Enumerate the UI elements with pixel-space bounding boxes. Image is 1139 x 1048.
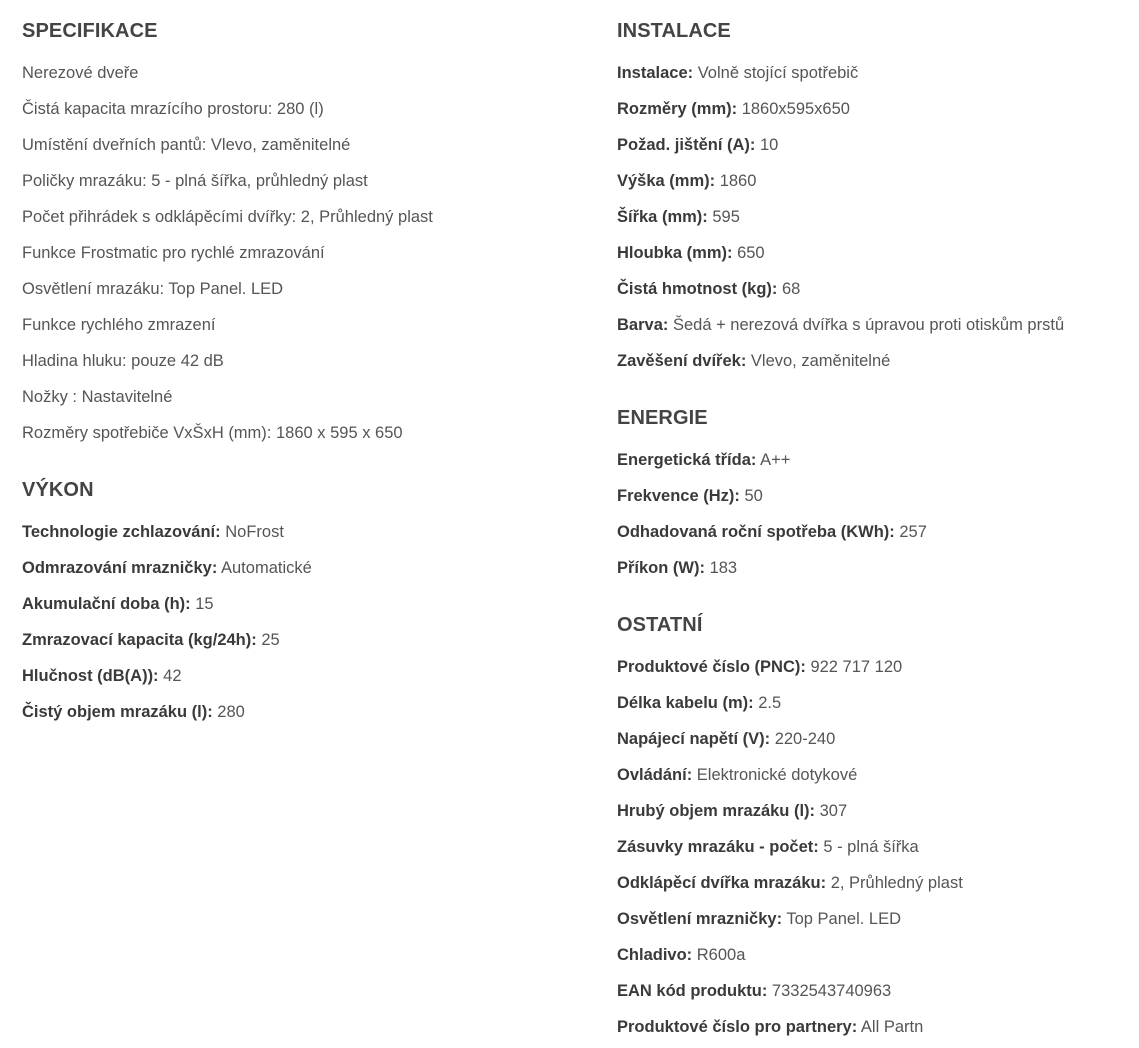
spec-item: Poličky mrazáku: 5 - plná šířka, průhledný plast [22, 172, 368, 190]
ostatni-item: Zásuvky mrazáku - počet: 5 - plná šířka [617, 838, 919, 856]
spec-item: Čistá kapacita mrazícího prostoru: 280 (l) [22, 100, 324, 118]
vykon-item: Čistý objem mrazáku (l): 280 [22, 703, 245, 721]
energie-item: Energetická třída: A++ [617, 451, 791, 469]
ostatni-item: Produktové číslo (PNC): 922 717 120 [617, 658, 903, 676]
vykon-item: Akumulační doba (h): 15 [22, 595, 214, 613]
ostatni-item: Odklápěcí dvířka mrazáku: 2, Průhledný plast [617, 874, 963, 892]
spec-item: Nožky : Nastavitelné [22, 388, 173, 406]
instalace-item: Výška (mm): 1860 [617, 172, 757, 190]
instalace-item: Zavěšení dvířek: Vlevo, zaměnitelné [617, 352, 891, 370]
ostatni-item: Délka kabelu (m): 2.5 [617, 694, 782, 712]
instalace-item: Hloubka (mm): 650 [617, 244, 765, 262]
instalace-item: Barva: Šedá + nerezová dvířka s úpravou proti otiskům prstů [617, 316, 1065, 334]
ostatni-list [617, 649, 963, 1045]
section-vykon [22, 475, 312, 730]
spec-item: Funkce rychlého zmrazení [22, 316, 216, 334]
instalace-item: Instalace: Volně stojící spotřebič [617, 64, 859, 82]
vykon-item: Hlučnost (dB(A)): 42 [22, 667, 182, 685]
vykon-item: Zmrazovací kapacita (kg/24h): 25 [22, 631, 280, 649]
energie-item: Frekvence (Hz): 50 [617, 487, 763, 505]
energie-item: Příkon (W): 183 [617, 559, 738, 577]
instalace-item: Rozměry (mm): 1860x595x650 [617, 100, 850, 118]
ostatni-item: Napájecí napětí (V): 220-240 [617, 730, 836, 748]
section-energie [617, 403, 927, 586]
vykon-item: Odmrazování mrazničky: Automatické [22, 559, 312, 577]
section-title-specifikace: SPECIFIKACE [22, 20, 158, 42]
section-title-vykon: VÝKON [22, 479, 94, 501]
section-instalace [617, 16, 1064, 379]
ostatni-item: Ovládání: Elektronické dotykové [617, 766, 858, 784]
spec-item: Nerezové dveře [22, 64, 139, 82]
ostatni-item: Osvětlení mrazničky: Top Panel. LED [617, 910, 902, 928]
vykon-item: Technologie zchlazování: NoFrost [22, 523, 284, 541]
spec-item: Hladina hluku: pouze 42 dB [22, 352, 224, 370]
section-title-ostatni: OSTATNÍ [617, 614, 703, 636]
specifikace-list [22, 55, 433, 451]
energie-list [617, 442, 927, 586]
spec-item: Osvětlení mrazáku: Top Panel. LED [22, 280, 284, 298]
instalace-item: Šířka (mm): 595 [617, 208, 740, 226]
section-title-energie: ENERGIE [617, 407, 708, 429]
section-specifikace [22, 16, 433, 451]
vykon-list [22, 514, 312, 730]
spec-item: Počet přihrádek s odklápěcími dvířky: 2, Průhledný plast [22, 208, 433, 226]
spec-item: Rozměry spotřebiče VxŠxH (mm): 1860 x 595 x 650 [22, 424, 403, 442]
instalace-list [617, 55, 1064, 379]
instalace-item: Požad. jištění (A): 10 [617, 136, 779, 154]
ostatni-item: EAN kód produktu: 7332543740963 [617, 982, 892, 1000]
spec-item: Umístění dveřních pantů: Vlevo, zaměnitelné [22, 136, 351, 154]
spec-item: Funkce Frostmatic pro rychlé zmrazování [22, 244, 325, 262]
instalace-item: Čistá hmotnost (kg): 68 [617, 280, 801, 298]
ostatni-item: Chladivo: R600a [617, 946, 746, 964]
ostatni-item: Produktové číslo pro partnery: All Partn [617, 1018, 924, 1036]
section-title-instalace: INSTALACE [617, 20, 731, 42]
ostatni-item: Hrubý objem mrazáku (l): 307 [617, 802, 848, 820]
energie-item: Odhadovaná roční spotřeba (KWh): 257 [617, 523, 927, 541]
section-ostatni [617, 610, 963, 1045]
